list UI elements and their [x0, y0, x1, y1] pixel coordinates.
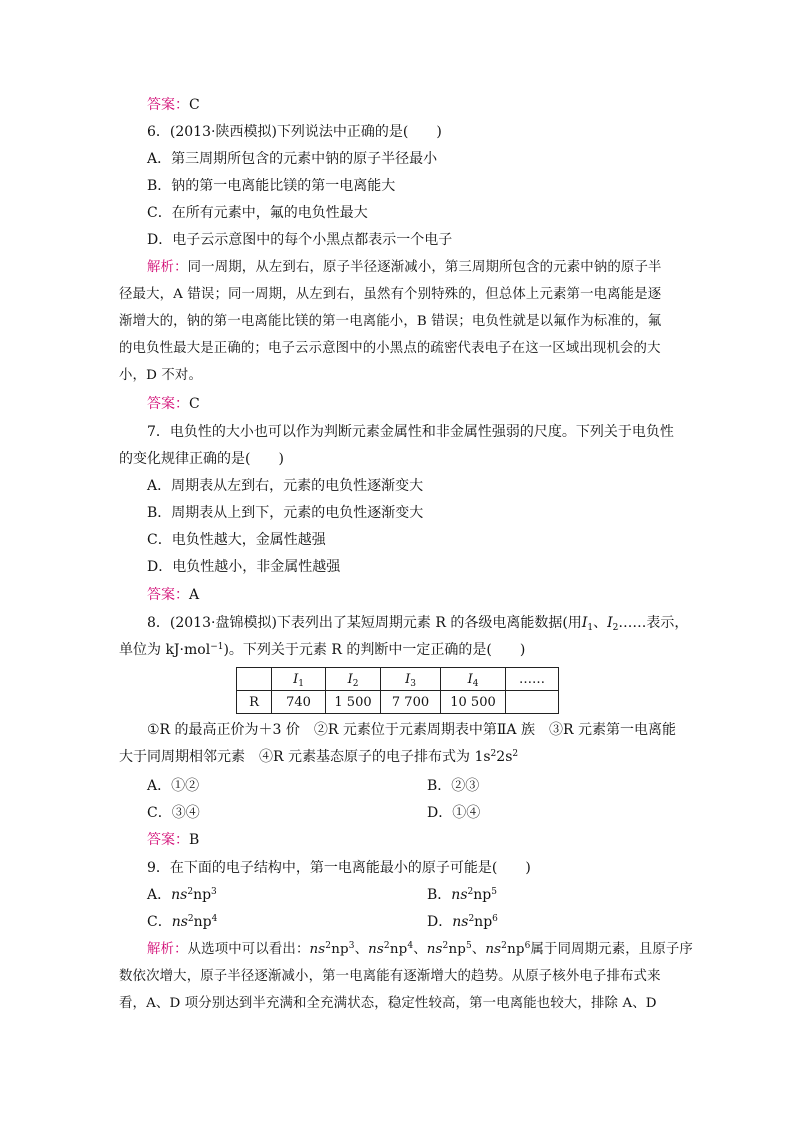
- q8-statements-line-2: 大于同周期相邻元素 ④R 元素基态原子的电子排布式为 $1s^22s^2$: [119, 749, 519, 765]
- q8-option-b: B．②③: [427, 778, 480, 794]
- table-header-cell: ……: [506, 668, 559, 691]
- table-cell: 7 700: [381, 691, 441, 714]
- table-header-row: [237, 668, 559, 691]
- q6-analysis-line-4: 的电负性最大是正确的；电子云示意图中的小黑点的疏密代表电子在这一区域出现机会的大: [119, 341, 661, 356]
- table-row-label: R: [237, 691, 272, 714]
- q9-option-c: C．$ns^2np^4$: [147, 914, 218, 930]
- q8-option-a: A．①②: [147, 778, 200, 794]
- q6-answer: [147, 394, 200, 414]
- q9-option-d: D．$ns^2np^6$: [427, 914, 498, 930]
- table-header-cell: $I_3$: [381, 668, 441, 691]
- q7-option-c: C．电负性越大，金属性越强: [147, 532, 326, 548]
- q6-analysis-line-3: 渐增大的，钠的第一电离能比镁的第一电离能小，B 错误；电负性就是以氟作为标准的，氟: [119, 314, 662, 329]
- answer-value: A: [189, 587, 200, 603]
- q5-answer: [147, 95, 200, 115]
- q6-analysis-line-1: 解析：同一周期，从左到右，原子半径逐渐减小，第三周期所包含的元素中钠的原子半: [147, 260, 662, 275]
- table-cell: 10 500: [441, 691, 506, 714]
- q8-option-d: D．①④: [427, 805, 481, 821]
- answer-label: 答案：: [147, 832, 189, 848]
- ionization-energy-table: [236, 667, 559, 714]
- q7-option-a: A．周期表从左到右，元素的电负性逐渐变大: [147, 478, 424, 494]
- q6-option-a: A．第三周期所包含的元素中钠的原子半径最小: [147, 151, 438, 167]
- q6-option-b: B．钠的第一电离能比镁的第一电离能大: [147, 178, 396, 194]
- q6-stem: 6．(2013·陕西模拟)下列说法中正确的是( ): [147, 124, 442, 140]
- q7-option-d: D．电负性越小，非金属性越强: [147, 559, 341, 575]
- q8-option-c: C．③④: [147, 805, 200, 821]
- table-row: [237, 691, 559, 714]
- q6-analysis-line-2: 径最大，A 错误；同一周期，从左到右，虽然有个别特殊的，但总体上元素第一电离能是逐: [119, 287, 662, 302]
- analysis-label: 解析：: [147, 942, 188, 957]
- answer-label: 答案：: [147, 97, 189, 113]
- q7-answer: [147, 585, 199, 605]
- q9-analysis-line-1: 解析：从选项中可以看出：$ns^2np^3$、$ns^2np^4$、$ns^2np^5$、$ns^2np^6$属于同周期元素，且原子序: [147, 941, 693, 957]
- table-cell: 740: [272, 691, 326, 714]
- answer-value: C: [189, 396, 200, 412]
- q7-option-b: B．周期表从上到下，元素的电负性逐渐变大: [147, 505, 424, 521]
- q8-stem-line-2: 单位为 kJ·mol$^{-1}$)。下列关于元素 R 的判断中一定正确的是( ): [119, 642, 526, 658]
- table-header-cell: $I_4$: [441, 668, 506, 691]
- answer-label: 答案：: [147, 396, 189, 412]
- q8-stem-line-1: 8．(2013·盘锦模拟)下表列出了某短周期元素 R 的各级电离能数据(用$I_1$、$I_2\dots\dots$表示，: [147, 615, 689, 633]
- q6-option-d: D．电子云示意图中的每个小黑点都表示一个电子: [147, 232, 453, 248]
- table-cell: [506, 691, 559, 714]
- q9-option-b: B．$ns^2np^5$: [427, 887, 497, 903]
- q6-analysis-line-5: 小，D 不对。: [119, 368, 202, 383]
- table-header-cell: $I_2$: [326, 668, 381, 691]
- q9-option-a: A．$ns^2np^3$: [147, 887, 217, 903]
- q6-option-c: C．在所有元素中，氟的电负性最大: [147, 205, 368, 221]
- q9-analysis-line-2: 数依次增大，原子半径逐渐减小，第一电离能有逐渐增大的趋势。从原子核外电子排布式来: [119, 969, 661, 984]
- answer-value: B: [189, 832, 200, 848]
- table-header-cell: $I_1$: [272, 668, 326, 691]
- analysis-label: 解析：: [147, 260, 188, 275]
- answer-value: C: [189, 97, 200, 113]
- q7-stem-line-1: 7．电负性的大小也可以作为判断元素金属性和非金属性强弱的尺度。下列关于电负性: [147, 424, 674, 440]
- table-corner-cell: [237, 668, 272, 691]
- q9-stem: 9．在下面的电子结构中，第一电离能最小的原子可能是( ): [147, 860, 531, 876]
- q7-stem-line-2: 的变化规律正确的是( ): [119, 451, 284, 467]
- q8-statements-line-1: ①R 的最高正价为＋3 价 ②R 元素位于元素周期表中第ⅡA 族 ③R 元素第一电离能: [147, 722, 676, 738]
- q9-analysis-line-3: 看，A、D 项分别达到半充满和全充满状态，稳定性较高，第一电离能也较大，排除 A、D: [119, 996, 657, 1011]
- q8-answer: [147, 830, 199, 850]
- table-cell: 1 500: [326, 691, 381, 714]
- answer-label: 答案：: [147, 587, 189, 603]
